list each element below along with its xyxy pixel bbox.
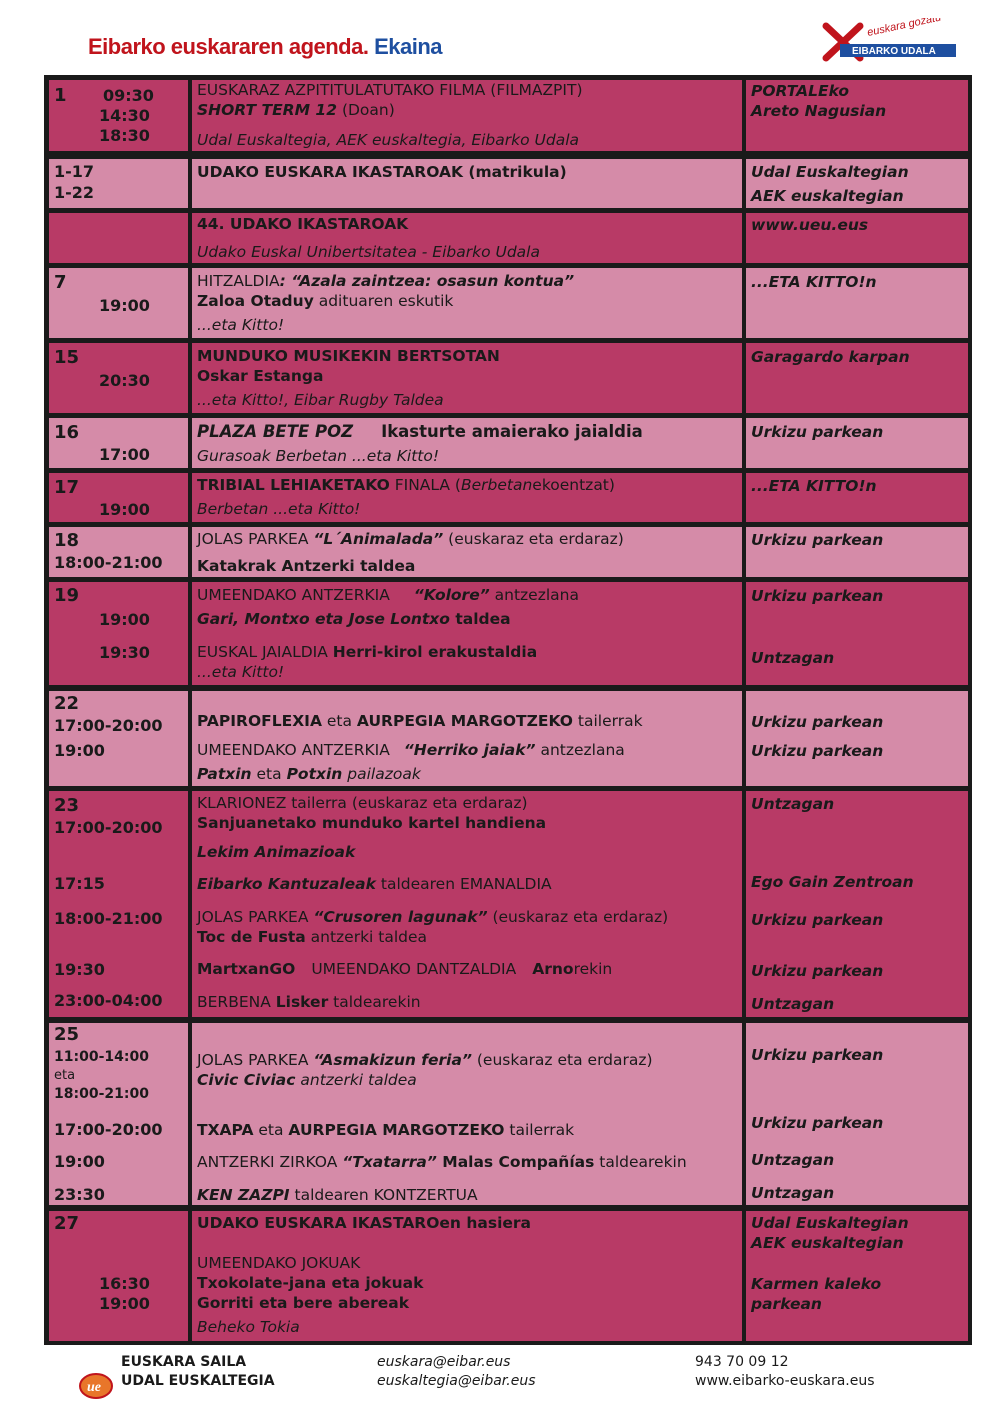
event-place: Karmen kaleko: [751, 1275, 882, 1293]
event-line: Gari, Montxo eta Jose Lontxo taldea: [197, 610, 511, 628]
event-place: Ego Gain Zentroan: [751, 873, 914, 891]
event-line: Toc de Fusta antzerki taldea: [197, 928, 428, 946]
footer-website[interactable]: www.eibarko-euskara.eus: [695, 1373, 875, 1389]
event-place: Udal Euskaltegian: [751, 163, 909, 181]
row-day: 27: [54, 1213, 80, 1234]
event-title: EUSKAL JAIALDIA Herri-kirol erakustaldia: [197, 643, 538, 661]
row-time: 18:00-21:00: [54, 909, 163, 928]
table-row: [44, 268, 972, 338]
event-place: AEK euskaltegian: [751, 1234, 904, 1252]
event-title: JOLAS PARKEA “L´Animalada” (euskaraz eta erdaraz): [197, 530, 624, 548]
event-place: ...ETA KITTO!n: [751, 477, 877, 495]
event-place: Untzagan: [751, 649, 835, 667]
row-time: 19:00: [54, 741, 105, 760]
event-place: Untzagan: [751, 795, 835, 813]
row-day: 19: [54, 585, 80, 606]
event-place: Urkizu parkean: [751, 1046, 884, 1064]
event-title: KLARIONEZ tailerra (euskaraz eta erdaraz): [197, 794, 528, 812]
table-row: [44, 691, 972, 786]
event-title: JOLAS PARKEA “Crusoren lagunak” (euskaraz eta erdaraz): [197, 908, 669, 926]
event-place: parkean: [751, 1295, 822, 1313]
table-row: [44, 159, 972, 208]
event-place: www.ueu.eus: [751, 216, 869, 234]
logo-mark-text: ue: [87, 1380, 101, 1395]
event-place: Untzagan: [751, 1184, 835, 1202]
title-part-1: Eibarko euskararen agenda.: [88, 34, 369, 59]
event-line: Gorriti eta bere abereak: [197, 1294, 410, 1312]
row-time: 20:30: [99, 371, 150, 390]
event-line: Lekim Animazioak: [197, 843, 356, 861]
event-title: PLAZA BETE POZ Ikasturte amaierako jaialdia: [197, 422, 643, 441]
row-day: 22: [54, 693, 80, 714]
event-place: Urkizu parkean: [751, 962, 884, 980]
row-time: 19:30: [99, 643, 150, 662]
row-time: 18:00-21:00: [54, 1086, 149, 1102]
event-line: Patxin eta Potxin pailazoak: [197, 765, 421, 783]
footer-dept: EUSKARA SAILA: [121, 1354, 247, 1370]
row-time-connector: eta: [54, 1068, 76, 1083]
row-day: 16: [54, 422, 80, 443]
event-title: UMEENDAKO ANTZERKIA “Kolore” antzezlana: [197, 586, 579, 604]
table-row: [44, 527, 972, 577]
event-title: UDAKO EUSKARA IKASTAROen hasiera: [197, 1214, 532, 1232]
event-line: SHORT TERM 12 (Doan): [197, 101, 395, 119]
row-day: 18: [54, 530, 80, 551]
table-row: [44, 343, 972, 413]
event-place: AEK euskaltegian: [751, 187, 904, 205]
event-title: UMEENDAKO JOKUAK: [197, 1254, 361, 1272]
event-title: UDAKO EUSKARA IKASTAROAK (matrikula): [197, 163, 567, 181]
row-time: 19:30: [54, 960, 105, 979]
footer: [0, 1352, 1000, 1412]
footer-email[interactable]: euskaltegia@eibar.eus: [377, 1373, 536, 1389]
event-organizer: Udako Euskal Unibertsitatea - Eibarko Udala: [197, 243, 540, 261]
event-place: Urkizu parkean: [751, 911, 884, 929]
table-row: [44, 791, 972, 1017]
event-place: Untzagan: [751, 995, 835, 1013]
event-title: MartxanGO UMEENDAKO DANTZALDIA Arnorekin: [197, 960, 613, 978]
row-time: 19:00: [99, 1294, 150, 1313]
event-line: Oskar Estanga: [197, 367, 324, 385]
row-time: 18:00-21:00: [54, 553, 163, 572]
event-organizer: Berbetan ...eta Kitto!: [197, 500, 361, 518]
row-day: 1-17: [54, 162, 95, 181]
row-time: 19:00: [54, 1152, 105, 1171]
event-place: Garagardo karpan: [751, 348, 910, 366]
table-row: [44, 473, 972, 522]
event-organizer: Udal Euskaltegia, AEK euskaltegia, Eibarko Udala: [197, 131, 579, 149]
row-day: 17: [54, 477, 80, 498]
row-day: 25: [54, 1024, 80, 1045]
table-row: [44, 213, 972, 263]
agenda-table: [44, 75, 972, 1345]
event-place: Urkizu parkean: [751, 423, 884, 441]
event-place: Urkizu parkean: [751, 713, 884, 731]
logo-top-text: euskara gozatu: [866, 18, 943, 39]
event-organizer: ...eta Kitto!: [197, 316, 285, 334]
table-row: [44, 80, 972, 151]
row-time: 17:00: [99, 445, 150, 464]
event-place: Udal Euskaltegian: [751, 1214, 909, 1232]
event-place: Areto Nagusian: [751, 102, 887, 120]
event-title: Eibarko Kantuzaleak taldearen EMANALDIA: [197, 875, 552, 893]
row-time: 17:00-20:00: [54, 716, 163, 735]
row-time: 16:30: [99, 1274, 150, 1293]
event-organizer: Beheko Tokia: [197, 1318, 300, 1336]
logo-bottom-text: EIBARKO UDALA: [852, 46, 936, 57]
row-time: 09:30: [103, 86, 154, 105]
event-place: Untzagan: [751, 1151, 835, 1169]
row-time: 23:00-04:00: [54, 991, 163, 1010]
event-line: Sanjuanetako munduko kartel handiena: [197, 814, 547, 832]
event-title: BERBENA Lisker taldearekin: [197, 993, 421, 1011]
page-title: [88, 34, 442, 60]
event-place: Urkizu parkean: [751, 742, 884, 760]
event-title: JOLAS PARKEA “Asmakizun feria” (euskaraz eta erdaraz): [197, 1051, 653, 1069]
row-day: 1-22: [54, 183, 95, 202]
table-row: [44, 582, 972, 685]
event-title: TXAPA eta AURPEGIA MARGOTZEKO tailerrak: [197, 1121, 575, 1139]
event-title: ANTZERKI ZIRKOA “Txatarra” Malas Compañías taldearekin: [197, 1153, 687, 1171]
row-time: 18:30: [99, 126, 150, 145]
event-title: 44. UDAKO IKASTAROAK: [197, 215, 409, 233]
row-day: 15: [54, 347, 80, 368]
event-line: Katakrak Antzerki taldea: [197, 557, 416, 575]
event-place: Urkizu parkean: [751, 531, 884, 549]
event-line: HITZALDIA: “Azala zaintzea: osasun kontua”: [197, 272, 575, 290]
row-time: 17:00-20:00: [54, 818, 163, 837]
event-title: KEN ZAZPI taldearen KONTZERTUA: [197, 1186, 478, 1204]
row-time: 17:15: [54, 874, 105, 893]
row-time: 17:00-20:00: [54, 1120, 163, 1139]
row-time: 14:30: [99, 106, 150, 125]
event-place: Urkizu parkean: [751, 1114, 884, 1132]
row-time: 11:00-14:00: [54, 1049, 149, 1065]
footer-email[interactable]: euskara@eibar.eus: [377, 1354, 511, 1370]
event-organizer: ...eta Kitto!: [197, 663, 285, 681]
row-time: 19:00: [99, 296, 150, 315]
table-row: [44, 1211, 972, 1341]
footer-dept: UDAL EUSKALTEGIA: [121, 1373, 275, 1389]
footer-phone: 943 70 09 12: [695, 1354, 789, 1370]
event-line: Txokolate-jana eta jokuak: [197, 1274, 424, 1292]
event-title: MUNDUKO MUSIKEKIN BERTSOTAN: [197, 347, 500, 365]
event-place: PORTALEko: [751, 82, 850, 100]
event-place: Urkizu parkean: [751, 587, 884, 605]
euskaltegia-logo: [78, 1372, 114, 1400]
row-time: 23:30: [54, 1185, 105, 1204]
event-title: TRIBIAL LEHIAKETAKO FINALA (Berbetanekoentzat): [197, 476, 615, 494]
table-row: [44, 1023, 972, 1205]
event-title: UMEENDAKO ANTZERKIA “Herriko jaiak” antzezlana: [197, 741, 625, 759]
eibarko-udala-logo: [822, 18, 958, 64]
event-organizer: ...eta Kitto!, Eibar Rugby Taldea: [197, 391, 444, 409]
event-line: EUSKARAZ AZPITITULATUTAKO FILMA (FILMAZPIT): [197, 81, 583, 99]
table-row: [44, 418, 972, 468]
event-line: Civic Civiac antzerki taldea: [197, 1071, 417, 1089]
row-time: 19:00: [99, 500, 150, 519]
row-day: 7: [54, 272, 67, 293]
event-title: PAPIROFLEXIA eta AURPEGIA MARGOTZEKO tailerrak: [197, 712, 643, 730]
title-part-2: Ekaina: [374, 34, 443, 59]
row-day: 1: [54, 85, 67, 106]
event-line: Zaloa Otaduy adituaren eskutik: [197, 292, 454, 310]
event-place: ...ETA KITTO!n: [751, 273, 877, 291]
row-time: 19:00: [99, 610, 150, 629]
row-day: 23: [54, 795, 80, 816]
event-organizer: Gurasoak Berbetan ...eta Kitto!: [197, 447, 440, 465]
